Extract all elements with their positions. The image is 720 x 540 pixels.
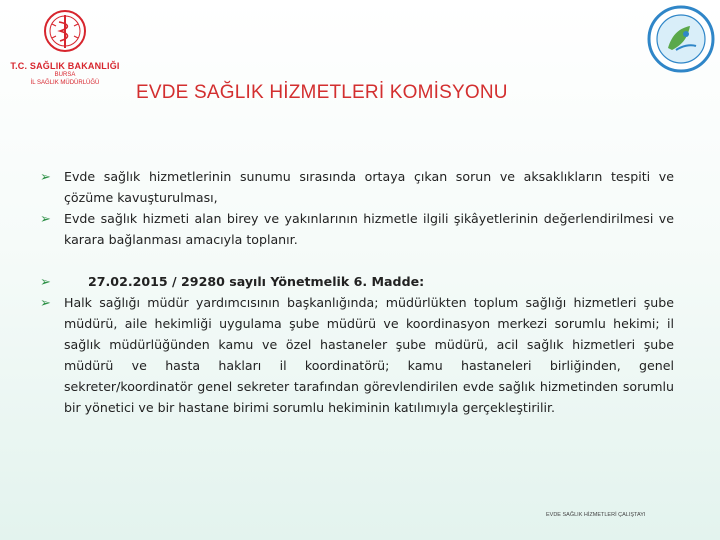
bullet-item [40,208,674,250]
ministry-name: T.C. SAĞLIK BAKANLIĞI [10,61,120,71]
seal-logo [646,4,718,76]
bullet-item [40,166,674,208]
regulation-text: 27.02.2015 / 29280 sayılı Yönetmelik 6. Madde: [88,274,425,289]
bullet-text: Evde sağlık hizmetlerinin sunumu sırasında ortaya çıkan sorun ve aksaklıkların tespiti ve çözüme kavuşturulması, [64,169,674,205]
composition-text: Halk sağlığı müdür yardımcısının başkanlığında; müdürlükten toplum sağlığı hizmetleri şube müdürü, aile hekimliği uygulama şube müdürü ve koordinasyon merkezi sorumlu hekimi; il sağlık müdürlüğünden kamu ve özel hastaneler şube müdürü, acil sağlık hizmetleri şube müdürü ve hasta hakları il koordinatörü; kamu hastaneleri birliğinden, genel sekreter/koordinatör genel sekreter tarafından görevlendirilen evde sağlık hizmetinden sorumlu bir yönetici ve bir hastane birimi sorumlu hekiminin katılımıyla gerçekleştirilir. [64,295,674,415]
ministry-of-health-emblem-icon [42,4,88,60]
circular-seal-emblem-icon [646,4,716,74]
ministry-directorate: İL SAĞLIK MÜDÜRLÜĞÜ [30,80,100,86]
slide-content [40,166,674,418]
page-title: EVDE SAĞLIK HİZMETLERİ KOMİSYONU [136,82,508,103]
regulation-bullet [40,271,674,292]
ministry-city: BURSA [54,72,76,78]
composition-bullet [40,292,674,418]
arrow-bullet-icon: ➢ [40,296,51,311]
arrow-bullet-icon: ➢ [40,212,51,227]
bullet-text: Evde sağlık hizmeti alan birey ve yakınlarının hizmetle ilgili şikâyetlerinin değerlendirilmesi ve karara bağlanması amacıyla toplanır. [64,211,674,247]
arrow-bullet-icon: ➢ [40,170,51,185]
arrow-bullet-icon: ➢ [40,275,51,290]
footer-label: EVDE SAĞLIK HİZMETLERİ ÇALIŞTAYI [546,512,646,518]
ministry-logo [6,4,124,104]
